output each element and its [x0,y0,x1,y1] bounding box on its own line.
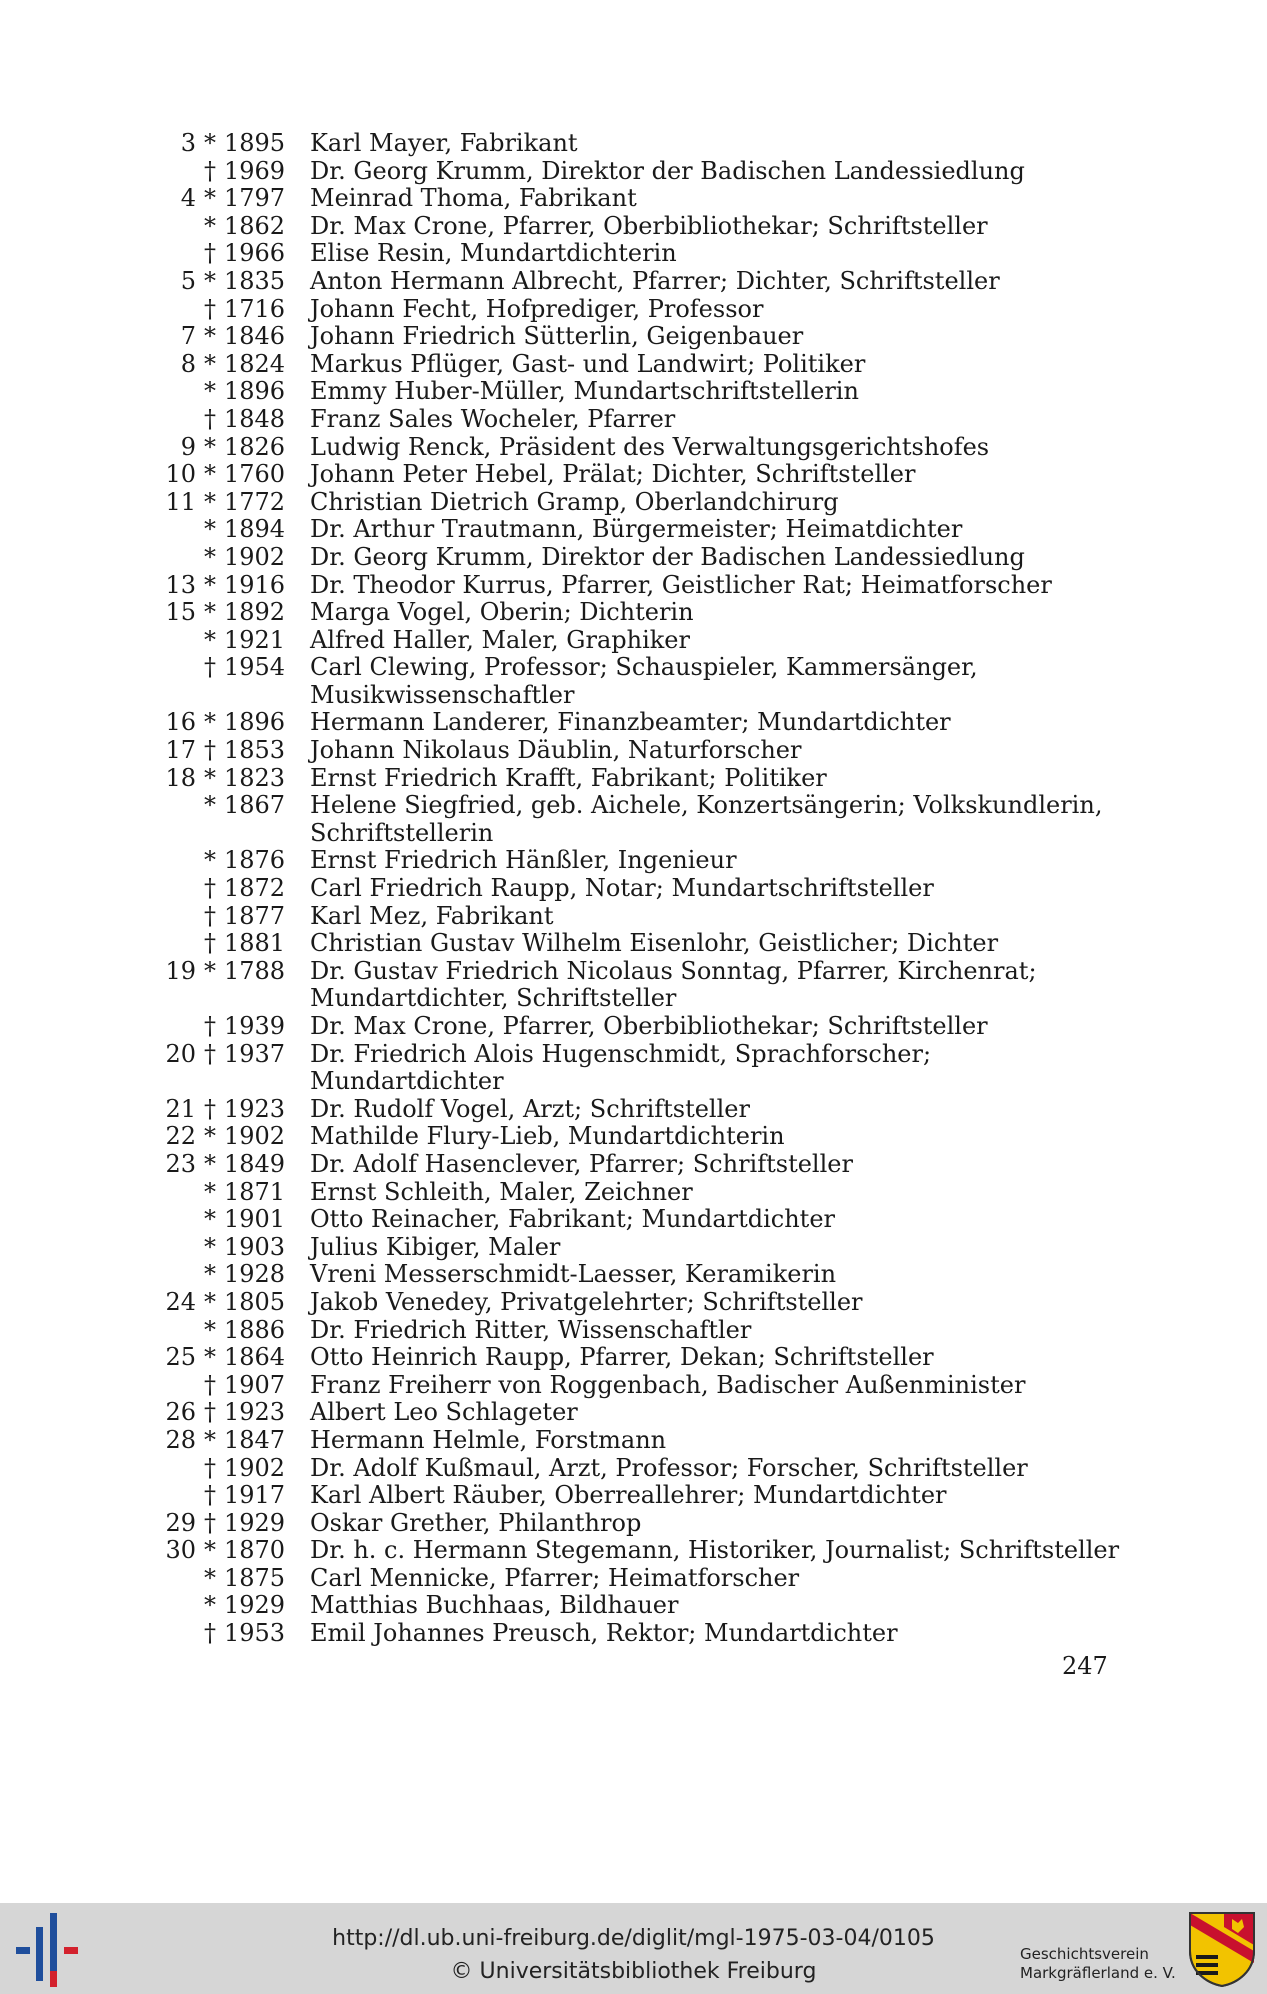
calendar-entry [150,1344,1130,1372]
entry-year: 1835 [224,266,286,295]
copyright-text: © Universitätsbibliothek Freiburg [450,1959,817,1984]
entry-day: 11 [165,487,196,516]
calendar-entry [150,240,1130,268]
calendar-entry [150,1151,1130,1179]
calendar-entry-list [150,130,1130,1648]
entry-day: 18 [165,763,196,792]
death-symbol: † [204,874,216,903]
calendar-entry [150,1510,1130,1538]
calendar-entry [150,406,1130,434]
entry-text: Ernst Schleith, Maler, Zeichner [310,1177,693,1206]
entry-year: 1923 [224,1094,286,1123]
entry-day: 29 [165,1508,196,1537]
entry-day: 28 [165,1425,196,1454]
death-symbol: † [204,156,216,185]
entry-year: 1848 [224,404,286,433]
death-symbol: † [204,736,216,765]
entry-year: 1886 [224,1315,286,1344]
entry-day: 15 [165,598,196,627]
entry-year: 1772 [224,487,286,516]
calendar-entry [150,489,1130,517]
birth-symbol: * [204,1232,216,1261]
entry-text: Franz Freiherr von Roggenbach, Badischer Außenminister [310,1370,1026,1399]
entry-year: 1902 [224,1122,286,1151]
entry-text: Dr. Friedrich Ritter, Wissenschaftler [310,1315,752,1344]
entry-day [150,1455,196,1483]
entry-text: Dr. Georg Krumm, Direktor der Badischen Landessiedlung [310,156,1025,185]
coat-of-arms-icon[interactable] [1188,1911,1256,1987]
death-symbol: † [204,1039,216,1068]
calendar-entry [150,599,1130,627]
entry-day [150,544,196,572]
calendar-entry [150,378,1130,406]
birth-symbol: * [204,1425,216,1454]
entry-text: Albert Leo Schlageter [310,1398,578,1427]
calendar-entry [150,1565,1130,1593]
birth-symbol: * [204,1591,216,1620]
entry-text: Dr. Max Crone, Pfarrer, Oberbibliothekar; Schriftsteller [310,211,988,240]
entry-text: Emil Johannes Preusch, Rektor; Mundartdichter [310,1619,898,1648]
entry-year: 1894 [224,515,286,544]
entry-year: 1953 [224,1619,286,1648]
entry-year: 1716 [224,294,286,323]
birth-symbol: * [204,1149,216,1178]
entry-year: 1937 [224,1039,286,1068]
entry-day: 10 [165,460,196,489]
entry-text: Otto Heinrich Raupp, Pfarrer, Dekan; Schriftsteller [310,1343,934,1372]
birth-symbol: * [204,763,216,792]
entry-text: Ernst Friedrich Krafft, Fabrikant; Politiker [310,763,827,792]
entry-text: Carl Mennicke, Pfarrer; Heimatforscher [310,1563,800,1592]
entry-year: 1872 [224,874,286,903]
entry-year: 1923 [224,1398,286,1427]
entry-day: 8 [180,349,196,378]
calendar-entry [150,1482,1130,1510]
birth-symbol: * [204,1122,216,1151]
entry-year: 1853 [224,736,286,765]
entry-text: Ludwig Renck, Präsident des Verwaltungsgerichtshofes [310,432,990,461]
entry-year: 1916 [224,570,286,599]
death-symbol: † [204,294,216,323]
calendar-entry [150,1041,1130,1096]
birth-symbol: * [204,570,216,599]
entry-text: Dr. Arthur Trautmann, Bürgermeister; Heimatdichter [310,515,963,544]
birth-symbol: * [204,1205,216,1234]
entry-text: Markus Pflüger, Gast- und Landwirt; Politiker [310,349,866,378]
calendar-entry [150,1234,1130,1262]
entry-year: 1849 [224,1149,286,1178]
calendar-entry [150,1620,1130,1648]
calendar-entry [150,847,1130,875]
birth-symbol: * [204,377,216,406]
entry-year: 1864 [224,1343,286,1372]
entry-text: Dr. Georg Krumm, Direktor der Badischen Landessiedlung [310,542,1025,571]
calendar-entry [150,268,1130,296]
entry-day: 23 [165,1149,196,1178]
birth-symbol: * [204,1287,216,1316]
birth-symbol: * [204,1260,216,1289]
entry-day [150,406,196,434]
birth-symbol: * [204,846,216,875]
entry-year: 1896 [224,708,286,737]
entry-year: 1928 [224,1260,286,1289]
entry-text: Ernst Friedrich Hänßler, Ingenieur [310,846,737,875]
entry-text: Hermann Helmle, Forstmann [310,1425,667,1454]
calendar-entry [150,654,1130,709]
calendar-entry [150,1206,1130,1234]
entry-text: Jakob Venedey, Privatgelehrter; Schriftsteller [310,1287,863,1316]
entry-year: 1907 [224,1370,286,1399]
entry-day: 26 [165,1398,196,1427]
birth-symbol: * [204,625,216,654]
entry-day: 16 [165,708,196,737]
birth-symbol: * [204,129,216,157]
entry-year: 1824 [224,349,286,378]
society-name-line-1: Geschichtsverein [1020,1945,1149,1963]
entry-text: Meinrad Thoma, Fabrikant [310,184,637,213]
entry-year: 1867 [224,791,286,820]
death-symbol: † [204,1370,216,1399]
entry-day [150,158,196,186]
entry-text: Oskar Grether, Philanthrop [310,1508,642,1537]
death-symbol: † [204,1094,216,1123]
society-name-line-2: Markgräflerland e. V. [1020,1964,1176,1982]
entry-text: Johann Nikolaus Däublin, Naturforscher [310,736,802,765]
calendar-entry [150,434,1130,462]
entry-day [150,627,196,655]
entry-day: 22 [165,1122,196,1151]
entry-year: 1846 [224,322,286,351]
entry-text: Marga Vogel, Oberin; Dichterin [310,598,694,627]
calendar-entry [150,185,1130,213]
birth-symbol: * [204,791,216,820]
entry-day [150,516,196,544]
entry-text: Vreni Messerschmidt-Laesser, Keramikerin [310,1260,837,1289]
entry-year: 1892 [224,598,286,627]
calendar-entry [150,958,1130,1013]
entry-year: 1876 [224,846,286,875]
entry-text: Johann Peter Hebel, Prälat; Dichter, Schriftsteller [310,460,916,489]
calendar-entry [150,765,1130,793]
birth-symbol: * [204,211,216,240]
entry-day [150,240,196,268]
viewer-footer [0,1903,1267,1994]
entry-year: 1895 [224,129,286,157]
death-symbol: † [204,929,216,958]
entry-year: 1875 [224,1563,286,1592]
birth-symbol: * [204,1343,216,1372]
birth-symbol: * [204,1563,216,1592]
death-symbol: † [204,1481,216,1510]
entry-text: Karl Albert Räuber, Oberreallehrer; Mundartdichter [310,1481,947,1510]
calendar-entry [150,572,1130,600]
entry-day [150,903,196,931]
calendar-entry [150,792,1130,847]
birth-symbol: * [204,1536,216,1565]
calendar-entry [150,1399,1130,1427]
entry-year: 1870 [224,1536,286,1565]
death-symbol: † [204,1508,216,1537]
entry-day: 3 [180,129,196,157]
entry-year: 1929 [224,1591,286,1620]
birth-symbol: * [204,322,216,351]
entry-year: 1901 [224,1205,286,1234]
entry-day: 4 [180,184,196,213]
death-symbol: † [204,1619,216,1648]
entry-day [150,1261,196,1289]
entry-year: 1881 [224,929,286,958]
calendar-entry [150,516,1130,544]
calendar-entry [150,1261,1130,1289]
calendar-entry [150,1592,1130,1620]
entry-text: Franz Sales Wocheler, Pfarrer [310,404,676,433]
entry-text: Mathilde Flury-Lieb, Mundartdichterin [310,1122,785,1151]
entry-text: Carl Clewing, Professor; Schauspieler, Kammersänger, Musikwissenschaftler [310,653,978,709]
entry-year: 1939 [224,1012,286,1040]
calendar-entry [150,323,1130,351]
calendar-entry [150,1537,1130,1565]
entry-day [150,1592,196,1620]
birth-symbol: * [204,460,216,489]
entry-day [150,875,196,903]
death-symbol: † [204,901,216,930]
entry-year: 1797 [224,184,286,213]
entry-text: Anton Hermann Albrecht, Pfarrer; Dichter, Schriftsteller [310,266,1000,295]
entry-year: 1966 [224,239,286,268]
calendar-entry [150,296,1130,324]
entry-text: Dr. Adolf Hasenclever, Pfarrer; Schriftsteller [310,1149,853,1178]
entry-day: 9 [180,432,196,461]
calendar-entry [150,627,1130,655]
entry-year: 1902 [224,542,286,571]
calendar-entry [150,1372,1130,1400]
calendar-entry [150,875,1130,903]
entry-text: Dr. Theodor Kurrus, Pfarrer, Geistlicher Rat; Heimatforscher [310,570,1052,599]
calendar-entry [150,158,1130,186]
entry-text: Christian Gustav Wilhelm Eisenlohr, Geistlicher; Dichter [310,929,999,958]
entry-text: Matthias Buchhaas, Bildhauer [310,1591,679,1620]
entry-day [150,792,196,847]
entry-day [150,1372,196,1400]
entry-day [150,1206,196,1234]
entry-text: Dr. Gustav Friedrich Nicolaus Sonntag, Pfarrer, Kirchenrat; Mundartdichter, Schriftsteller [310,956,1037,1013]
birth-symbol: * [204,266,216,295]
calendar-entry [150,1289,1130,1317]
entry-day [150,847,196,875]
entry-day [150,1234,196,1262]
entry-day: 30 [165,1536,196,1565]
birth-symbol: * [204,708,216,737]
entry-day: 17 [165,736,196,765]
entry-day [150,654,196,709]
calendar-entry [150,1427,1130,1455]
entry-text: Elise Resin, Mundartdichterin [310,239,677,268]
page-number: 247 [1062,1652,1108,1680]
birth-symbol: * [204,432,216,461]
birth-symbol: * [204,1315,216,1344]
entry-text: Karl Mayer, Fabrikant [310,129,578,157]
birth-symbol: * [204,184,216,213]
entry-text: Dr. Max Crone, Pfarrer, Oberbibliothekar; Schriftsteller [310,1012,988,1040]
calendar-entry [150,709,1130,737]
entry-year: 1871 [224,1177,286,1206]
calendar-entry [150,130,1130,158]
entry-year: 1877 [224,901,286,930]
entry-text: Johann Friedrich Sütterlin, Geigenbauer [310,322,804,351]
entry-text: Christian Dietrich Gramp, Oberlandchirurg [310,487,839,516]
entry-day [150,213,196,241]
calendar-entry [150,1317,1130,1345]
entry-year: 1760 [224,460,286,489]
death-symbol: † [204,1453,216,1482]
entry-day [150,1482,196,1510]
entry-text: Johann Fecht, Hofprediger, Professor [310,294,764,323]
birth-symbol: * [204,598,216,627]
document-url-link[interactable]: http://dl.ub.uni-freiburg.de/diglit/mgl-1975-03-04/0105 [332,1926,935,1951]
death-symbol: † [204,653,216,682]
entry-year: 1862 [224,211,286,240]
calendar-entry [150,1123,1130,1151]
calendar-entry [150,213,1130,241]
entry-day [150,1317,196,1345]
entry-day [150,296,196,324]
entry-text: Karl Mez, Fabrikant [310,901,554,930]
entry-day: 24 [165,1287,196,1316]
death-symbol: † [204,1398,216,1427]
entry-year: 1969 [224,156,286,185]
entry-day: 20 [165,1039,196,1068]
entry-day: 19 [165,956,196,985]
calendar-entry [150,1179,1130,1207]
entry-year: 1896 [224,377,286,406]
entry-day: 21 [165,1094,196,1123]
calendar-entry [150,1013,1130,1041]
calendar-entry [150,351,1130,379]
entry-text: Hermann Landerer, Finanzbeamter; Mundartdichter [310,708,951,737]
entry-text: Helene Siegfried, geb. Aichele, Konzertsängerin; Volkskundlerin, Schriftstellerin [310,791,1103,847]
calendar-entry [150,930,1130,958]
entry-year: 1954 [224,653,286,682]
birth-symbol: * [204,956,216,985]
calendar-entry [150,1455,1130,1483]
entry-day: 25 [165,1343,196,1372]
entry-day: 5 [180,266,196,295]
entry-text: Alfred Haller, Maler, Graphiker [310,625,690,654]
calendar-entry [150,737,1130,765]
entry-year: 1823 [224,763,286,792]
entry-text: Dr. Rudolf Vogel, Arzt; Schriftsteller [310,1094,750,1123]
death-symbol: † [204,239,216,268]
birth-symbol: * [204,1177,216,1206]
entry-year: 1902 [224,1453,286,1482]
birth-symbol: * [204,515,216,544]
entry-text: Emmy Huber-Müller, Mundartschriftstellerin [310,377,859,406]
entry-day [150,1013,196,1041]
entry-year: 1929 [224,1508,286,1537]
entry-year: 1805 [224,1287,286,1316]
calendar-entry [150,461,1130,489]
death-symbol: † [204,1012,216,1040]
death-symbol: † [204,404,216,433]
entry-year: 1847 [224,1425,286,1454]
birth-symbol: * [204,487,216,516]
entry-day: 7 [180,322,196,351]
entry-text: Otto Reinacher, Fabrikant; Mundartdichter [310,1205,835,1234]
calendar-entry [150,544,1130,572]
entry-year: 1788 [224,956,286,985]
entry-day [150,1565,196,1593]
birth-symbol: * [204,542,216,571]
entry-day [150,1620,196,1648]
entry-text: Carl Friedrich Raupp, Notar; Mundartschriftsteller [310,874,934,903]
entry-day [150,378,196,406]
entry-day [150,1179,196,1207]
entry-year: 1921 [224,625,286,654]
entry-day: 13 [165,570,196,599]
birth-symbol: * [204,349,216,378]
entry-year: 1826 [224,432,286,461]
entry-text: Dr. Friedrich Alois Hugenschmidt, Sprachforscher; Mundartdichter [310,1039,939,1096]
entry-day [150,930,196,958]
entry-text: Dr. h. c. Hermann Stegemann, Historiker, Journalist; Schriftsteller [310,1536,1120,1565]
entry-year: 1917 [224,1481,286,1510]
calendar-entry [150,903,1130,931]
entry-year: 1903 [224,1232,286,1261]
calendar-entry [150,1096,1130,1124]
entry-text: Julius Kibiger, Maler [310,1232,561,1261]
society-name [1020,1945,1176,1983]
entry-text: Dr. Adolf Kußmaul, Arzt, Professor; Forscher, Schriftsteller [310,1453,1028,1482]
